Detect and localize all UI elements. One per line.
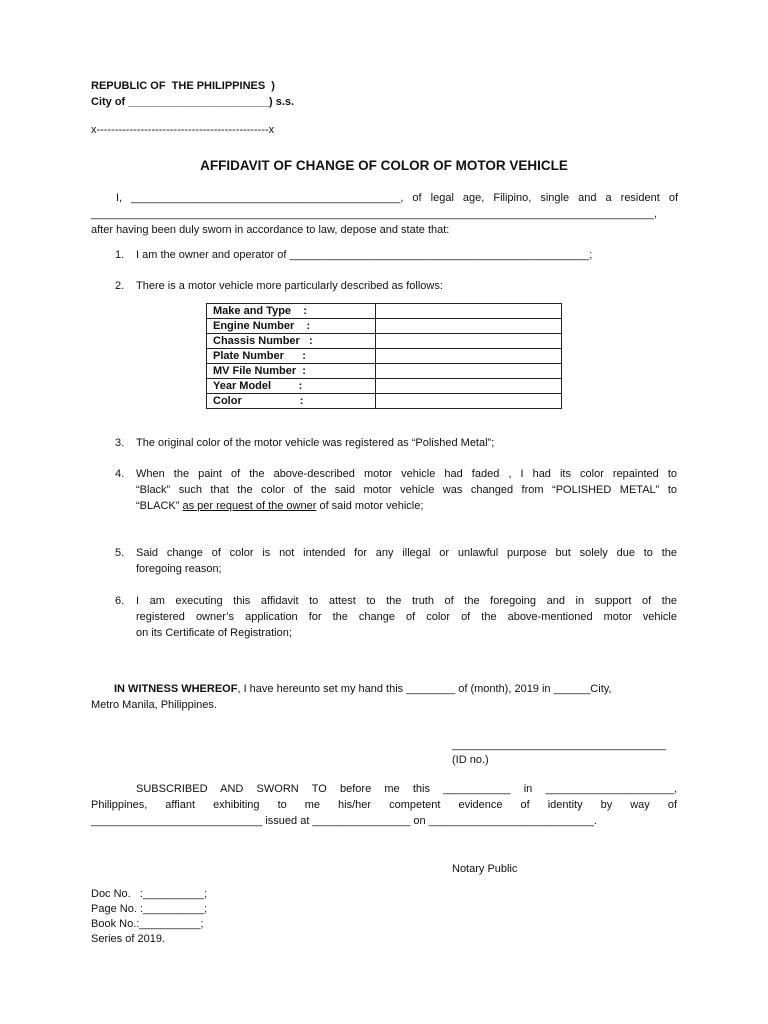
table-row <box>207 379 562 394</box>
table-row <box>207 304 562 319</box>
affiant-signature-line: ___________________________________ <box>452 739 667 751</box>
item-4-trailing-text: of said motor vehicle; <box>316 500 424 512</box>
year-model-value <box>376 379 562 394</box>
chassis-number-value <box>376 334 562 349</box>
affiant-id-label: (ID no.) <box>452 754 489 766</box>
city-header: City of _______________________) s.s. <box>91 96 295 108</box>
table-row <box>207 364 562 379</box>
witness-heading: IN WITNESS WHEREOF <box>114 683 238 695</box>
item-5-line-2: foregoing reason; <box>136 563 222 575</box>
item-6-line-3: on its Certificate of Registration; <box>136 627 292 639</box>
item-5-number: 5. <box>115 547 125 559</box>
item-4-line-2: “Black” such that the color of the said motor vehicle was changed from “POLISHED METAL” to <box>136 484 677 496</box>
jurat-line-2: Philippines, affiant exhibiting to me his/her competent evidence of identity by way of <box>91 799 677 811</box>
item-2-text: There is a motor vehicle more particularly described as follows: <box>136 280 443 292</box>
chassis-number-label: Chassis Number : <box>207 334 376 349</box>
doc-number: Doc No. :__________; <box>91 888 208 900</box>
item-3-text: The original color of the motor vehicle was registered as “Polished Metal”; <box>136 437 495 449</box>
engine-number-value <box>376 319 562 334</box>
header-separator: x-----------------------------------------------x <box>91 124 275 136</box>
item-6-line-1: I am executing this affidavit to attest to the truth of the foregoing and in support of the <box>136 595 677 607</box>
vehicle-description-table <box>206 303 562 409</box>
notary-public-label: Notary Public <box>452 863 518 875</box>
item-3-number: 3. <box>115 437 125 449</box>
table-row <box>207 394 562 409</box>
item-6-number: 6. <box>115 595 125 607</box>
item-4-line-1: When the paint of the above-described motor vehicle had faded , I had its color repainted to <box>136 468 677 480</box>
item-4-underlined-text: as per request of the owner <box>182 500 317 512</box>
table-row <box>207 349 562 364</box>
item-1-text: I am the owner and operator of _________________________________________________; <box>136 249 593 261</box>
item-4-line-3 <box>136 498 423 514</box>
intro-line-1: I, ____________________________________________, of legal age, Filipino, single and a resident of <box>116 192 678 204</box>
item-1-number: 1. <box>115 249 125 261</box>
table-row <box>207 334 562 349</box>
color-label: Color : <box>207 394 376 409</box>
item-4-number: 4. <box>115 468 125 480</box>
intro-line-2: ____________________________________________________________________________________________, <box>91 208 657 220</box>
color-value <box>376 394 562 409</box>
item-4-black-text: “BLACK” <box>136 500 183 512</box>
jurat-line-3: ____________________________ issued at ________________ on ___________________________. <box>91 815 597 827</box>
make-type-value <box>376 304 562 319</box>
make-type-label: Make and Type : <box>207 304 376 319</box>
republic-header: REPUBLIC OF THE PHILIPPINES ) <box>91 80 275 92</box>
intro-line-3: after having been duly sworn in accordance to law, depose and state that: <box>91 224 450 236</box>
plate-number-value <box>376 349 562 364</box>
plate-number-label: Plate Number : <box>207 349 376 364</box>
table-row <box>207 319 562 334</box>
page-number: Page No. :__________; <box>91 903 208 915</box>
mv-file-number-value <box>376 364 562 379</box>
witness-line-1 <box>114 681 612 697</box>
witness-text: , I have hereunto set my hand this ________ of (month), 2019 in ______City, <box>237 683 612 695</box>
document-title: AFFIDAVIT OF CHANGE OF COLOR OF MOTOR VEHICLE <box>200 158 568 173</box>
series-year: Series of 2019. <box>91 933 165 945</box>
year-model-label: Year Model : <box>207 379 376 394</box>
item-2-number: 2. <box>115 280 125 292</box>
item-5-line-1: Said change of color is not intended for any illegal or unlawful purpose but solely due to the <box>136 547 677 559</box>
witness-line-2: Metro Manila, Philippines. <box>91 699 217 711</box>
book-number: Book No.:__________; <box>91 918 204 930</box>
mv-file-number-label: MV File Number : <box>207 364 376 379</box>
jurat-line-1: SUBSCRIBED AND SWORN TO before me this ___________ in _____________________, <box>136 783 677 795</box>
item-6-line-2: registered owner’s application for the change of color of the above-mentioned motor vehicle <box>136 611 677 623</box>
engine-number-label: Engine Number : <box>207 319 376 334</box>
